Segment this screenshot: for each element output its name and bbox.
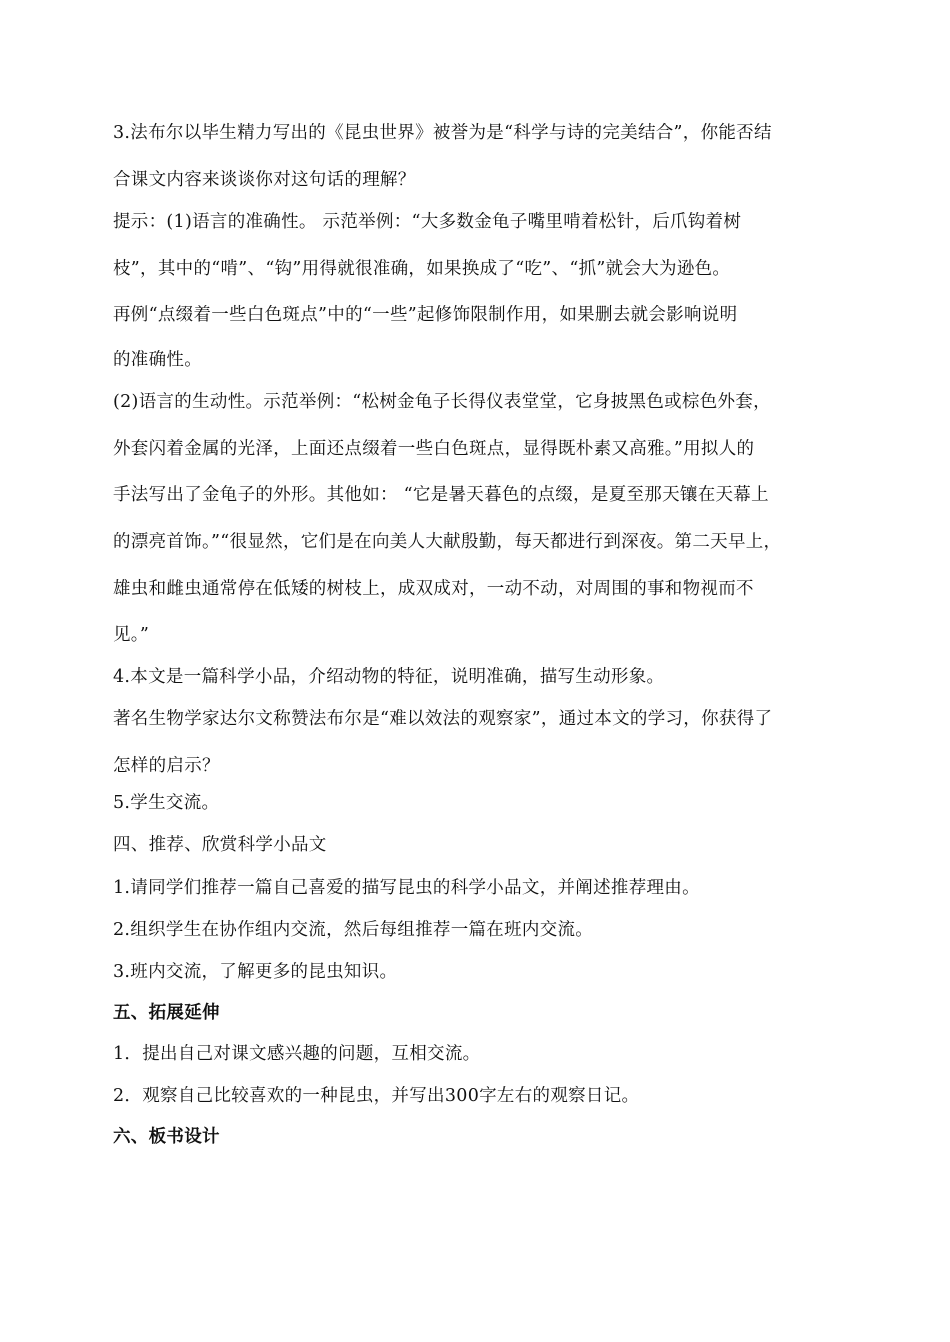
question-3-line-1: 3.法布尔以毕生精力写出的《昆虫世界》被誉为是“科学与诗的完美结合”，你能否结: [113, 123, 772, 143]
vividness-line-4: 的漂亮首饰。”“很显然，它们是在向美人大献殷勤，每天都进行到深夜。第二天早上，: [113, 532, 782, 552]
section-6-heading: 六、板书设计: [113, 1127, 220, 1147]
vividness-line-1: (2)语言的生动性。示范举例：“松树金龟子长得仪表堂堂，它身披黑色或棕色外套，: [113, 392, 771, 412]
darwin-line-1: 著名生物学家达尔文称赞法布尔是“难以效法的观察家”，通过本文的学习，你获得了: [113, 709, 773, 729]
hint-line-2: 枝”，其中的“啃”、“钩”用得就很准确，如果换成了“吃”、“抓”就会大为逊色。: [113, 259, 731, 279]
hint-line-3: 再例“点缀着一些白色斑点”中的“一些”起修饰限制作用，如果删去就会影响说明: [113, 305, 738, 325]
section-5-item-2: 2．观察自己比较喜欢的一种昆虫，并写出300字左右的观察日记。: [113, 1086, 640, 1106]
vividness-line-3: 手法写出了金龟子的外形。其他如： “它是暑天暮色的点缀，是夏至那天镶在天幕上: [113, 485, 769, 505]
section-5-item-1: 1．提出自己对课文感兴趣的问题，互相交流。: [113, 1044, 481, 1064]
section-4-item-2: 2.组织学生在协作组内交流，然后每组推荐一篇在班内交流。: [113, 920, 594, 940]
vividness-line-6: 见。”: [113, 625, 150, 645]
item-5-line: 5.学生交流。: [113, 793, 220, 813]
section-4-item-3: 3.班内交流，了解更多的昆虫知识。: [113, 962, 398, 982]
question-3-line-2: 合课文内容来谈谈你对这句话的理解？: [113, 170, 416, 190]
item-4-line: 4.本文是一篇科学小品，介绍动物的特征，说明准确，描写生动形象。: [113, 667, 665, 687]
section-5-heading: 五、拓展延伸: [113, 1003, 220, 1023]
section-4-item-1: 1.请同学们推荐一篇自己喜爱的描写昆虫的科学小品文，并阐述推荐理由。: [113, 878, 700, 898]
section-4-heading: 四、推荐、欣赏科学小品文: [113, 835, 327, 855]
vividness-line-5: 雄虫和雌虫通常停在低矮的树枝上，成双成对，一动不动，对周围的事和物视而不: [113, 579, 754, 599]
hint-line-4: 的准确性。: [113, 350, 202, 370]
vividness-line-2: 外套闪着金属的光泽，上面还点缀着一些白色斑点，显得既朴素又高雅。”用拟人的: [113, 439, 755, 459]
darwin-line-2: 怎样的启示？: [113, 756, 220, 776]
hint-line-1: 提示：(1)语言的准确性。 示范举例：“大多数金龟子嘴里啃着松针，后爪钩着树: [113, 212, 742, 232]
